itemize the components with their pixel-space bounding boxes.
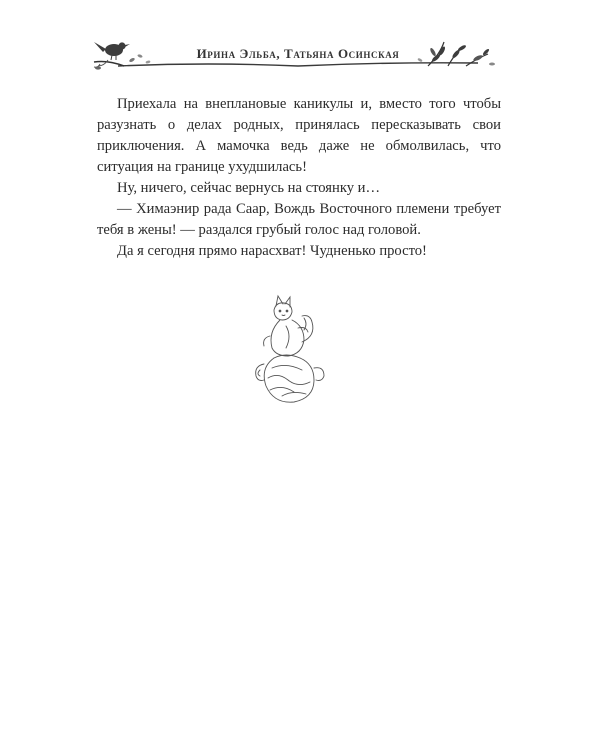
cat-vignette-icon [252,292,328,410]
paragraph: — Химаэнир рада Саар, Вождь Восточного племени требует тебя в жены! — раздался грубый голос над головой. [97,201,501,238]
paragraph: Ну, ничего, сейчас вернусь на стоянку и… [117,180,381,196]
body-text [97,94,501,262]
header-title: Ирина Эльба, Татьяна Осинская [196,46,400,61]
paragraph: Приехала на внеплановые каникулы и, вместо того чтобы разузнать о делах родных, принялась пересказывать свои приключения. А мамочка ведь даже не обмолвилась, что ситуация на границе ухудшилась! [97,96,501,175]
running-header [88,32,508,80]
paragraph: Да я сегодня прямо нарасхват! Чудненько просто! [117,243,427,259]
